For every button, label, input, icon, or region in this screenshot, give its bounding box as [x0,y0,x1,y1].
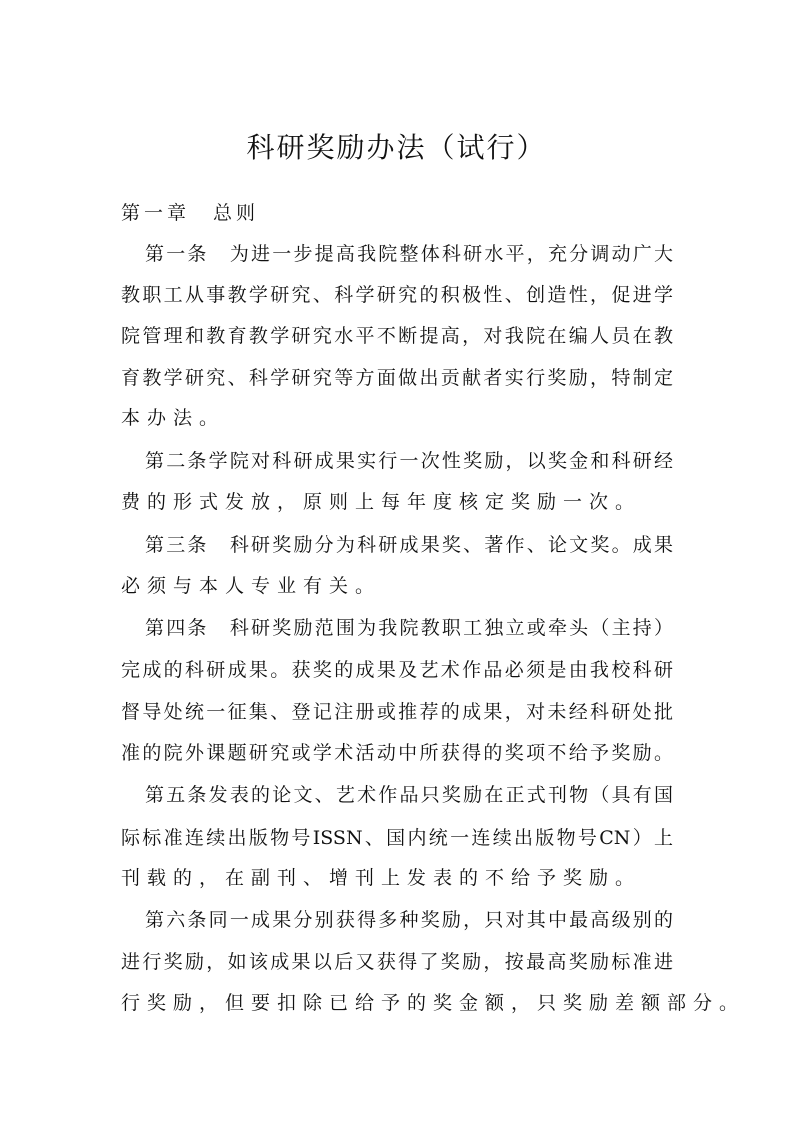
text-line: 督导处统一征集、登记注册或推荐的成果，对未经科研处批 [121,701,673,723]
text-line: 刊载的，在副刊、增刊上发表的不给予奖励。 [121,867,642,889]
text-line: 费的形式发放，原则上每年度核定奖励一次。 [121,491,642,513]
text-line: 本办法。 [121,407,226,429]
text-line: 教职工从事教学研究、科学研究的积极性、创造性，促进学 [121,284,673,306]
text-line: 准的院外课题研究或学术活动中所获得的奖项不给予奖励。 [121,742,673,764]
chapter-heading: 第一章 总则 [121,202,260,224]
document-title: 科研奖励办法（试行） [246,131,547,164]
text-line: 必须与本人专业有关。 [121,575,382,597]
text-line: 第二条学院对科研成果实行一次性奖励，以奖金和科研经 [145,450,673,472]
text-line: 第六条同一成果分别获得多种奖励，只对其中最高级别的 [145,909,673,931]
text-line: 行奖励，但要扣除已给予的奖金额，只奖励差额部分。 [121,992,746,1014]
text-line: 第四条 科研奖励范围为我院教职工独立或牵头（主持） [145,617,673,639]
text-line: 第一条 为进一步提高我院整体科研水平，充分调动广大 [145,243,673,265]
text-line: 院管理和教育教学研究水平不断提高，对我院在编人员在教 [121,325,673,347]
text-line: 育教学研究、科学研究等方面做出贡献者实行奖励，特制定 [121,367,673,389]
text-line: 际标准连续出版物号ISSN、国内统一连续出版物号CN）上 [121,827,673,849]
text-line: 完成的科研成果。获奖的成果及艺术作品必须是由我校科研 [121,659,673,681]
text-line: 第三条 科研奖励分为科研成果奖、著作、论文奖。成果 [145,534,673,556]
text-line: 进行奖励，如该成果以后又获得了奖励，按最高奖励标准进 [121,951,673,973]
text-line: 第五条发表的论文、艺术作品只奖励在正式刊物（具有国 [145,784,673,806]
